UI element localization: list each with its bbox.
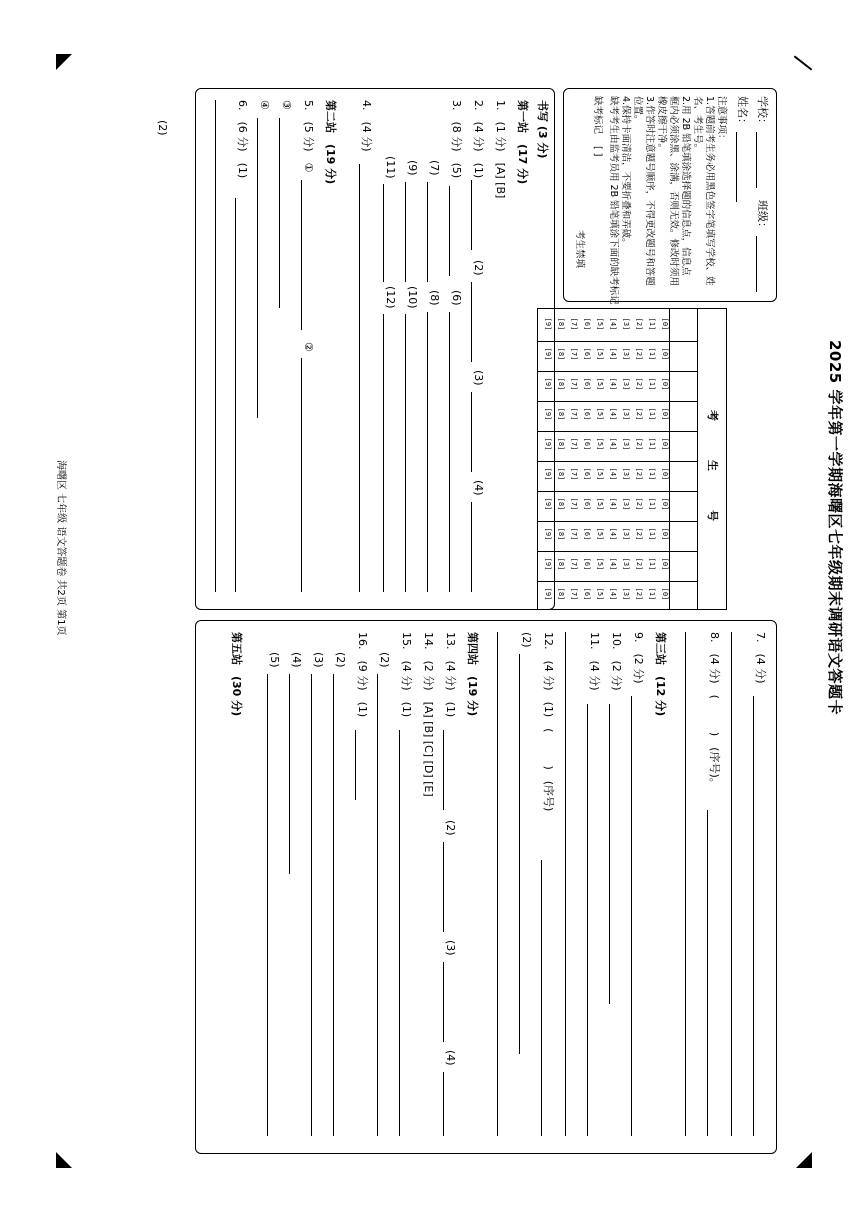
digit-bubble[interactable]: [9] <box>544 437 552 451</box>
digit-bubble[interactable]: [0] <box>661 407 669 421</box>
digit-bubble[interactable]: [7] <box>570 317 578 331</box>
answer-line-7b[interactable] <box>731 632 732 1136</box>
digit-bubble[interactable]: [3] <box>622 347 630 361</box>
class-field[interactable] <box>756 236 757 292</box>
digit-bubble[interactable]: [6] <box>583 527 591 541</box>
answer-line-13-4[interactable] <box>443 1072 444 1136</box>
answer-line-3-10[interactable] <box>405 314 406 592</box>
page-footer: 海曙区 七年级 语文答题卷 共2页 第1页 <box>55 460 66 636</box>
station-5-title: 第五站 (30 分) <box>230 632 243 717</box>
question-5-part-2: ② <box>302 342 315 352</box>
note-2c: 橡皮擦干净。 <box>656 96 667 154</box>
question-5-part-3: ③ <box>280 100 293 110</box>
digit-bubble[interactable]: [6] <box>583 407 591 421</box>
question-8: 8. (4 分) ( ) (序号)。 <box>708 632 721 789</box>
digit-bubble[interactable]: [2] <box>635 407 643 421</box>
digit-bubble[interactable]: [8] <box>557 587 565 601</box>
name-label: 姓名： <box>736 96 749 129</box>
digit-bubble[interactable]: [5] <box>596 437 604 451</box>
absent-label: 缺考标记 <box>592 96 603 135</box>
question-16-part-4: (4) <box>290 652 303 668</box>
answer-line-16-2[interactable] <box>333 674 334 1136</box>
question-15: 15. (4 分) (1) <box>400 632 413 718</box>
digit-bubble[interactable]: [2] <box>635 467 643 481</box>
digit-bubble[interactable]: [6] <box>583 557 591 571</box>
digit-bubble[interactable]: [6] <box>583 497 591 511</box>
digit-bubble[interactable]: [7] <box>570 467 578 481</box>
digit-bubble[interactable]: [4] <box>609 377 617 391</box>
digit-bubble[interactable]: [8] <box>557 497 565 511</box>
answer-line-5-4[interactable] <box>257 118 258 418</box>
answer-panel-right <box>195 620 777 1154</box>
digit-bubble[interactable]: [1] <box>648 317 656 331</box>
answer-line-15-1[interactable] <box>399 730 400 1136</box>
question-1[interactable]: 1. (1 分) [A] [B] <box>494 100 507 199</box>
digit-bubble[interactable]: [1] <box>648 377 656 391</box>
candidate-label-1: 考 <box>706 410 719 421</box>
digit-bubble[interactable]: [0] <box>661 557 669 571</box>
digit-bubble[interactable]: [4] <box>609 407 617 421</box>
digit-bubble[interactable]: [9] <box>544 377 552 391</box>
digit-bubble[interactable]: [9] <box>544 527 552 541</box>
digit-bubble[interactable]: [5] <box>596 347 604 361</box>
question-3-part-7: (7) <box>428 160 441 176</box>
question-5: 5. (5 分) ① <box>302 100 315 173</box>
answer-line-2-3[interactable] <box>471 392 472 472</box>
question-2-part-4: (4) <box>472 480 485 496</box>
digit-bubble[interactable]: [1] <box>648 497 656 511</box>
question-2-part-2: (2) <box>472 260 485 276</box>
digit-bubble[interactable]: [0] <box>661 317 669 331</box>
digit-bubble[interactable]: [2] <box>635 347 643 361</box>
question-3-part-12: (12) <box>384 286 397 309</box>
digit-bubble[interactable]: [2] <box>635 587 643 601</box>
digit-bubble[interactable]: [0] <box>661 587 669 601</box>
question-7: 7. (4 分) <box>754 632 767 684</box>
digit-bubble[interactable]: [4] <box>609 557 617 571</box>
digit-bubble[interactable]: [3] <box>622 497 630 511</box>
answer-line-15-2[interactable] <box>377 674 378 1136</box>
digit-bubble[interactable]: [1] <box>648 407 656 421</box>
note-4: 4.保持卡面清洁，不要折叠和弄破。 <box>620 96 631 248</box>
candidate-label-2: 生 <box>706 460 719 471</box>
digit-bubble[interactable]: [1] <box>648 347 656 361</box>
class-label: 班级： <box>756 200 769 233</box>
digit-bubble[interactable]: [8] <box>557 557 565 571</box>
digit-bubble[interactable]: [3] <box>622 527 630 541</box>
question-13-part-3: (3) <box>444 940 457 956</box>
candidate-number-grid <box>537 308 727 610</box>
digit-bubble[interactable]: [7] <box>570 377 578 391</box>
question-2-part-3: (3) <box>472 370 485 386</box>
answer-line-5-2[interactable] <box>301 358 302 592</box>
monitor-label: 考生禁填 <box>574 230 585 269</box>
answer-line-12-2[interactable] <box>519 654 520 1054</box>
station-2-title: 第二站 (19 分) <box>324 100 337 185</box>
digit-bubble[interactable]: [3] <box>622 317 630 331</box>
digit-bubble[interactable]: [4] <box>609 467 617 481</box>
registration-mark-top-left <box>56 54 72 70</box>
answer-line-6-1[interactable] <box>235 198 236 592</box>
note-1: 1.答题前考生务必用黑色签字笔填写学校、姓 <box>704 96 715 286</box>
answer-line-10[interactable] <box>609 704 610 1004</box>
digit-bubble[interactable]: [1] <box>648 557 656 571</box>
candidate-number-header <box>697 309 726 609</box>
answer-line-3-11[interactable] <box>383 184 384 282</box>
digit-bubble[interactable]: [8] <box>557 437 565 451</box>
digit-bubble[interactable]: [9] <box>544 497 552 511</box>
answer-line-13-3[interactable] <box>443 962 444 1042</box>
registration-mark-bottom-left <box>56 1152 72 1168</box>
digit-bubble[interactable]: [4] <box>609 317 617 331</box>
answer-line-3-5[interactable] <box>449 186 450 276</box>
digit-bubble[interactable]: [4] <box>609 347 617 361</box>
station-3-title: 第三站 (12 分) <box>654 632 667 717</box>
candidate-number-write-row[interactable] <box>669 309 698 609</box>
digit-bubble[interactable]: [3] <box>622 407 630 421</box>
answer-line-3-7[interactable] <box>427 182 428 282</box>
absent-checkbox[interactable]: [ ] <box>592 146 603 157</box>
digit-bubble[interactable]: [2] <box>635 557 643 571</box>
answer-line-9[interactable] <box>631 696 632 1136</box>
note-2b: 框内必须涂黑、涂满，否则无效。修改时须用 <box>668 96 679 287</box>
digit-bubble[interactable]: [2] <box>635 377 643 391</box>
answer-line-8[interactable] <box>707 810 708 1136</box>
digit-bubble[interactable]: [9] <box>544 587 552 601</box>
school-field[interactable] <box>756 132 757 188</box>
question-13-part-2: (2) <box>444 820 457 836</box>
digit-bubble[interactable]: [1] <box>648 527 656 541</box>
answer-line-2-1[interactable] <box>471 180 472 250</box>
candidate-label-3: 号 <box>706 510 719 521</box>
digit-bubble[interactable]: [6] <box>583 467 591 481</box>
answer-line-8b[interactable] <box>685 632 686 1136</box>
digit-bubble[interactable]: [6] <box>583 377 591 391</box>
digit-bubble[interactable]: [3] <box>622 467 630 481</box>
question-3-part-10: (10) <box>406 286 419 309</box>
digit-bubble[interactable]: [8] <box>557 467 565 481</box>
question-12-part-2: (2) <box>520 632 533 648</box>
digit-bubble[interactable]: [5] <box>596 467 604 481</box>
digit-bubble[interactable]: [3] <box>622 377 630 391</box>
question-10: 10. (2 分) <box>610 632 623 691</box>
digit-bubble[interactable]: [9] <box>544 347 552 361</box>
answer-line-13-1[interactable] <box>443 730 444 810</box>
digit-bubble[interactable]: [4] <box>609 587 617 601</box>
answer-line-3-9[interactable] <box>405 182 406 282</box>
answer-line-2-4[interactable] <box>471 502 472 592</box>
digit-bubble[interactable]: [4] <box>609 527 617 541</box>
digit-bubble[interactable]: [7] <box>570 347 578 361</box>
digit-bubble[interactable]: [1] <box>648 467 656 481</box>
digit-bubble[interactable]: [9] <box>544 407 552 421</box>
question-3: 3. (8 分) (5) <box>450 100 463 179</box>
answer-line-4[interactable] <box>359 164 360 592</box>
question-9: 9. (2 分) <box>632 632 645 684</box>
digit-bubble[interactable]: [0] <box>661 497 669 511</box>
question-4: 4. (4 分) <box>360 100 373 152</box>
digit-bubble[interactable]: [8] <box>557 527 565 541</box>
digit-bubble[interactable]: [7] <box>570 437 578 451</box>
question-16-part-5: (5) <box>268 652 281 668</box>
digit-bubble[interactable]: [9] <box>544 557 552 571</box>
question-6: 6. (6 分) (1) <box>236 100 249 179</box>
digit-bubble[interactable]: [0] <box>661 467 669 481</box>
digit-bubble[interactable]: [1] <box>648 587 656 601</box>
question-16: 16. (9 分) (1) <box>356 632 369 718</box>
question-3-part-8: (8) <box>428 290 441 306</box>
digit-bubble[interactable]: [0] <box>661 527 669 541</box>
question-15-part-2: (2) <box>378 652 391 668</box>
station-4-title: 第四站 (19 分) <box>466 632 479 717</box>
calligraphy-score: 书写 (3 分) <box>536 100 549 159</box>
digit-bubble[interactable]: [5] <box>596 557 604 571</box>
digit-bubble[interactable]: [3] <box>622 437 630 451</box>
digit-bubble[interactable]: [8] <box>557 377 565 391</box>
school-label: 学校： <box>756 96 769 129</box>
digit-bubble[interactable]: [5] <box>596 407 604 421</box>
digit-bubble[interactable]: [6] <box>583 347 591 361</box>
digit-bubble[interactable]: [0] <box>661 377 669 391</box>
digit-bubble[interactable]: [2] <box>635 317 643 331</box>
digit-bubble[interactable]: [8] <box>557 407 565 421</box>
digit-bubble[interactable]: [2] <box>635 527 643 541</box>
question-16-part-3: (3) <box>312 652 325 668</box>
question-12: 12. (4 分) (1) ( ) (序号) <box>542 632 555 812</box>
digit-bubble[interactable]: [8] <box>557 317 565 331</box>
question-2: 2. (4 分) (1) <box>472 100 485 179</box>
digit-bubble[interactable]: [5] <box>596 317 604 331</box>
digit-bubble[interactable]: [9] <box>544 317 552 331</box>
digit-bubble[interactable]: [6] <box>583 317 591 331</box>
question-3-part-11: (11) <box>384 156 397 179</box>
answer-line-3-6[interactable] <box>449 312 450 592</box>
station-1-title: 第一站 (17 分) <box>516 100 529 185</box>
note-3b: 位置。 <box>632 96 643 125</box>
answer-line-16-3[interactable] <box>311 674 312 1136</box>
note-5: 缺考考生由监考员用 2B 铅笔填涂下面的缺考标记 <box>608 96 619 305</box>
question-11: 11. (4 分) <box>588 632 601 691</box>
question-6-part-2: (2) <box>156 120 169 136</box>
answer-line-2-2[interactable] <box>471 282 472 362</box>
digit-bubble[interactable]: [5] <box>596 587 604 601</box>
digit-bubble[interactable]: [5] <box>596 527 604 541</box>
digit-bubble[interactable]: [2] <box>635 497 643 511</box>
answer-line-16-1[interactable] <box>355 730 356 800</box>
answer-line-12-1[interactable] <box>541 860 542 1136</box>
note-2: 2.用 2B 铅笔填涂选择题的信息点，信息点 <box>680 96 691 276</box>
answer-line-5-3[interactable] <box>279 118 280 308</box>
digit-bubble[interactable]: [7] <box>570 407 578 421</box>
answer-line-7[interactable] <box>753 696 754 1136</box>
digit-bubble[interactable]: [3] <box>622 557 630 571</box>
digit-bubble[interactable]: [7] <box>570 497 578 511</box>
digit-bubble[interactable]: [0] <box>661 437 669 451</box>
note-3: 3.作答时注意题号顺序，不得更改题号和答题 <box>644 96 655 286</box>
digit-bubble[interactable]: [7] <box>570 527 578 541</box>
question-16-part-2: (2) <box>334 652 347 668</box>
digit-bubble[interactable]: [5] <box>596 377 604 391</box>
answer-line-11[interactable] <box>587 704 588 1136</box>
notes-title: 注意事项： <box>716 96 727 144</box>
digit-bubble[interactable]: [8] <box>557 347 565 361</box>
answer-line-6-1b[interactable] <box>215 100 216 592</box>
question-3-part-6: (6) <box>450 290 463 306</box>
digit-bubble[interactable]: [3] <box>622 587 630 601</box>
digit-bubble[interactable]: [1] <box>648 437 656 451</box>
question-14[interactable]: 14. (2 分) [A] [B] [C] [D] [E] <box>422 632 435 797</box>
digit-bubble[interactable]: [7] <box>570 587 578 601</box>
digit-bubble[interactable]: [9] <box>544 467 552 481</box>
digit-bubble[interactable]: [2] <box>635 437 643 451</box>
name-field[interactable] <box>736 132 737 202</box>
digit-bubble[interactable]: [5] <box>596 497 604 511</box>
question-13-part-4: (4) <box>444 1050 457 1066</box>
digit-bubble[interactable]: [7] <box>570 557 578 571</box>
page-title: 2025 学年第一学期海曙区七年级期末调研语文答题卡 <box>826 340 844 715</box>
digit-bubble[interactable]: [6] <box>583 587 591 601</box>
answer-line-12-2b[interactable] <box>497 632 498 1136</box>
answer-line-16-5[interactable] <box>267 674 268 1136</box>
registration-mark-top-right <box>794 55 813 70</box>
question-5-part-4: ④ <box>258 100 271 110</box>
digit-bubble[interactable]: [0] <box>661 347 669 361</box>
digit-bubble[interactable]: [6] <box>583 437 591 451</box>
note-1b: 名、考生号。 <box>692 96 703 154</box>
answer-line-5-1[interactable] <box>301 180 302 330</box>
answer-line-11b[interactable] <box>565 632 566 1136</box>
answer-line-13-2[interactable] <box>443 842 444 932</box>
answer-line-3-8[interactable] <box>427 312 428 592</box>
answer-line-16-4[interactable] <box>289 674 290 874</box>
question-3-part-9: (9) <box>406 160 419 176</box>
digit-bubble[interactable]: [4] <box>609 497 617 511</box>
question-13: 13. (4 分) (1) <box>444 632 457 718</box>
answer-line-3-12[interactable] <box>383 314 384 592</box>
rotated-content <box>55 80 867 1160</box>
digit-bubble[interactable]: [4] <box>609 437 617 451</box>
